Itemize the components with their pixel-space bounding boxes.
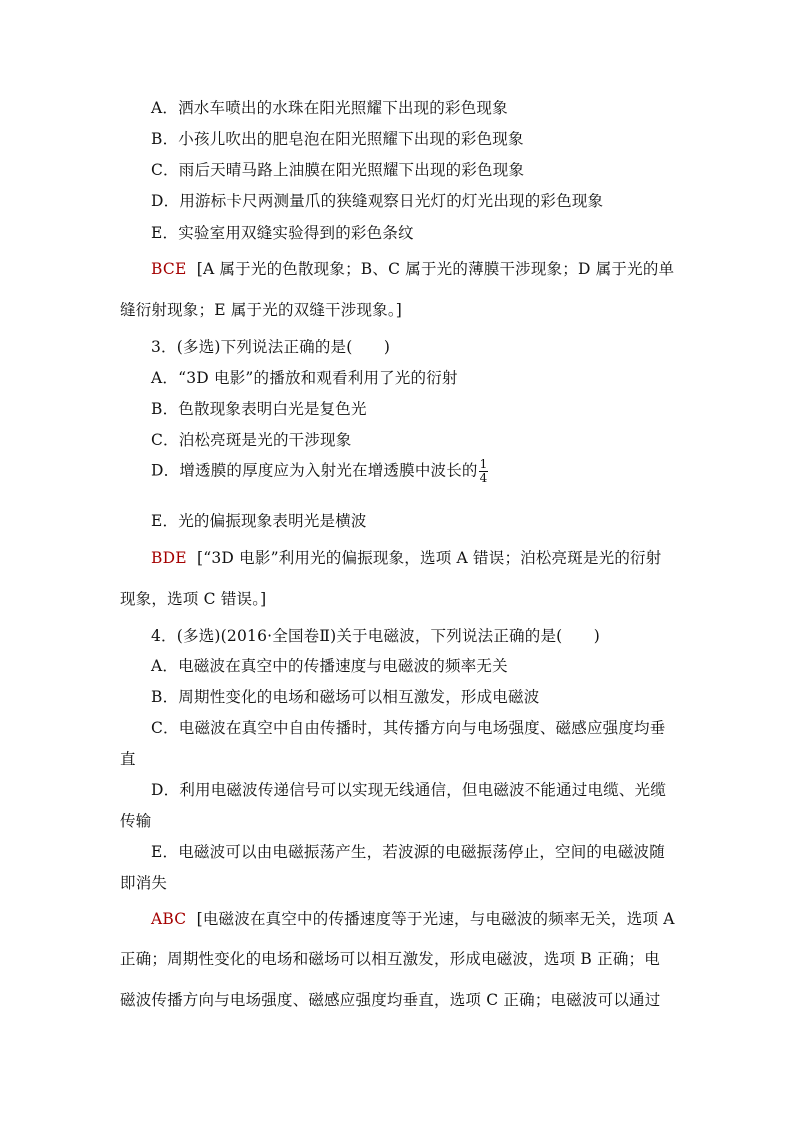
q4-stem: 4．(多选)(2016·全国卷Ⅱ)关于电磁波，下列说法正确的是( ) — [151, 627, 601, 645]
q2-explanation-1: [A 属于光的色散现象；B、C 属于光的薄膜干涉现象；D 属于光的单 — [196, 260, 675, 278]
q2-answer-line — [151, 257, 674, 279]
fraction-denominator: 4 — [479, 471, 488, 485]
q4-option-b: B．周期性变化的电场和磁场可以相互激发，形成电磁波 — [151, 688, 540, 706]
q3-option-d — [151, 458, 488, 485]
q3-stem: 3．(多选)下列说法正确的是( ) — [151, 338, 391, 356]
q4-answer: ABC — [151, 910, 187, 928]
q4-option-e-2: 即消失 — [120, 874, 168, 892]
q3-option-b: B．色散现象表明白光是复色光 — [151, 400, 367, 418]
q4-explanation-1: [电磁波在真空中的传播速度等于光速，与电磁波的频率无关，选项 A — [196, 910, 675, 928]
fraction-numerator: 1 — [479, 457, 488, 471]
q2-option-b: B．小孩儿吹出的肥皂泡在阳光照耀下出现的彩色现象 — [151, 130, 524, 148]
q2-option-c: C．雨后天晴马路上油膜在阳光照耀下出现的彩色现象 — [151, 161, 525, 179]
q4-option-d-2: 传输 — [120, 812, 152, 830]
q2-option-d: D．用游标卡尺两测量爪的狭缝观察日光灯的灯光出现的彩色现象 — [151, 192, 604, 210]
q2-answer: BCE — [151, 260, 187, 278]
q3-option-a: A．“3D 电影”的播放和观看利用了光的衍射 — [151, 369, 458, 387]
q3-answer: BDE — [151, 549, 187, 567]
q2-option-e: E．实验室用双缝实验得到的彩色条纹 — [151, 224, 414, 242]
q4-explanation-3: 磁波传播方向与电场强度、磁感应强度均垂直，选项 C 正确；电磁波可以通过 — [120, 991, 661, 1009]
q4-option-a: A．电磁波在真空中的传播速度与电磁波的频率无关 — [151, 657, 508, 675]
q4-option-c-1: C．电磁波在真空中自由传播时，其传播方向与电场强度、磁感应强度均垂 — [151, 719, 666, 737]
q3-option-c: C．泊松亮斑是光的干涉现象 — [151, 431, 352, 449]
q2-explanation-2: 缝衍射现象；E 属于光的双缝干涉现象。] — [120, 301, 403, 319]
q3-option-d-text: D．增透膜的厚度应为入射光在增透膜中波长的 — [151, 461, 478, 480]
quarter-fraction — [479, 458, 489, 485]
q4-option-d-1: D．利用电磁波传递信号可以实现无线通信，但电磁波不能通过电缆、光缆 — [151, 781, 667, 799]
q3-explanation-1: [“3D 电影”利用光的偏振现象，选项 A 错误；泊松亮斑是光的衍射 — [197, 549, 662, 567]
q3-answer-line — [151, 546, 661, 568]
q3-option-e: E．光的偏振现象表明光是横波 — [151, 512, 367, 530]
q3-explanation-2: 现象，选项 C 错误。] — [120, 590, 267, 608]
q4-explanation-2: 正确；周期性变化的电场和磁场可以相互激发，形成电磁波，选项 B 正确；电 — [120, 950, 660, 968]
q4-answer-line — [151, 907, 675, 929]
q4-option-c-2: 直 — [120, 750, 136, 768]
q2-option-a: A．洒水车喷出的水珠在阳光照耀下出现的彩色现象 — [151, 99, 508, 117]
q4-option-e-1: E．电磁波可以由电磁振荡产生，若波源的电磁振荡停止，空间的电磁波随 — [151, 843, 665, 861]
